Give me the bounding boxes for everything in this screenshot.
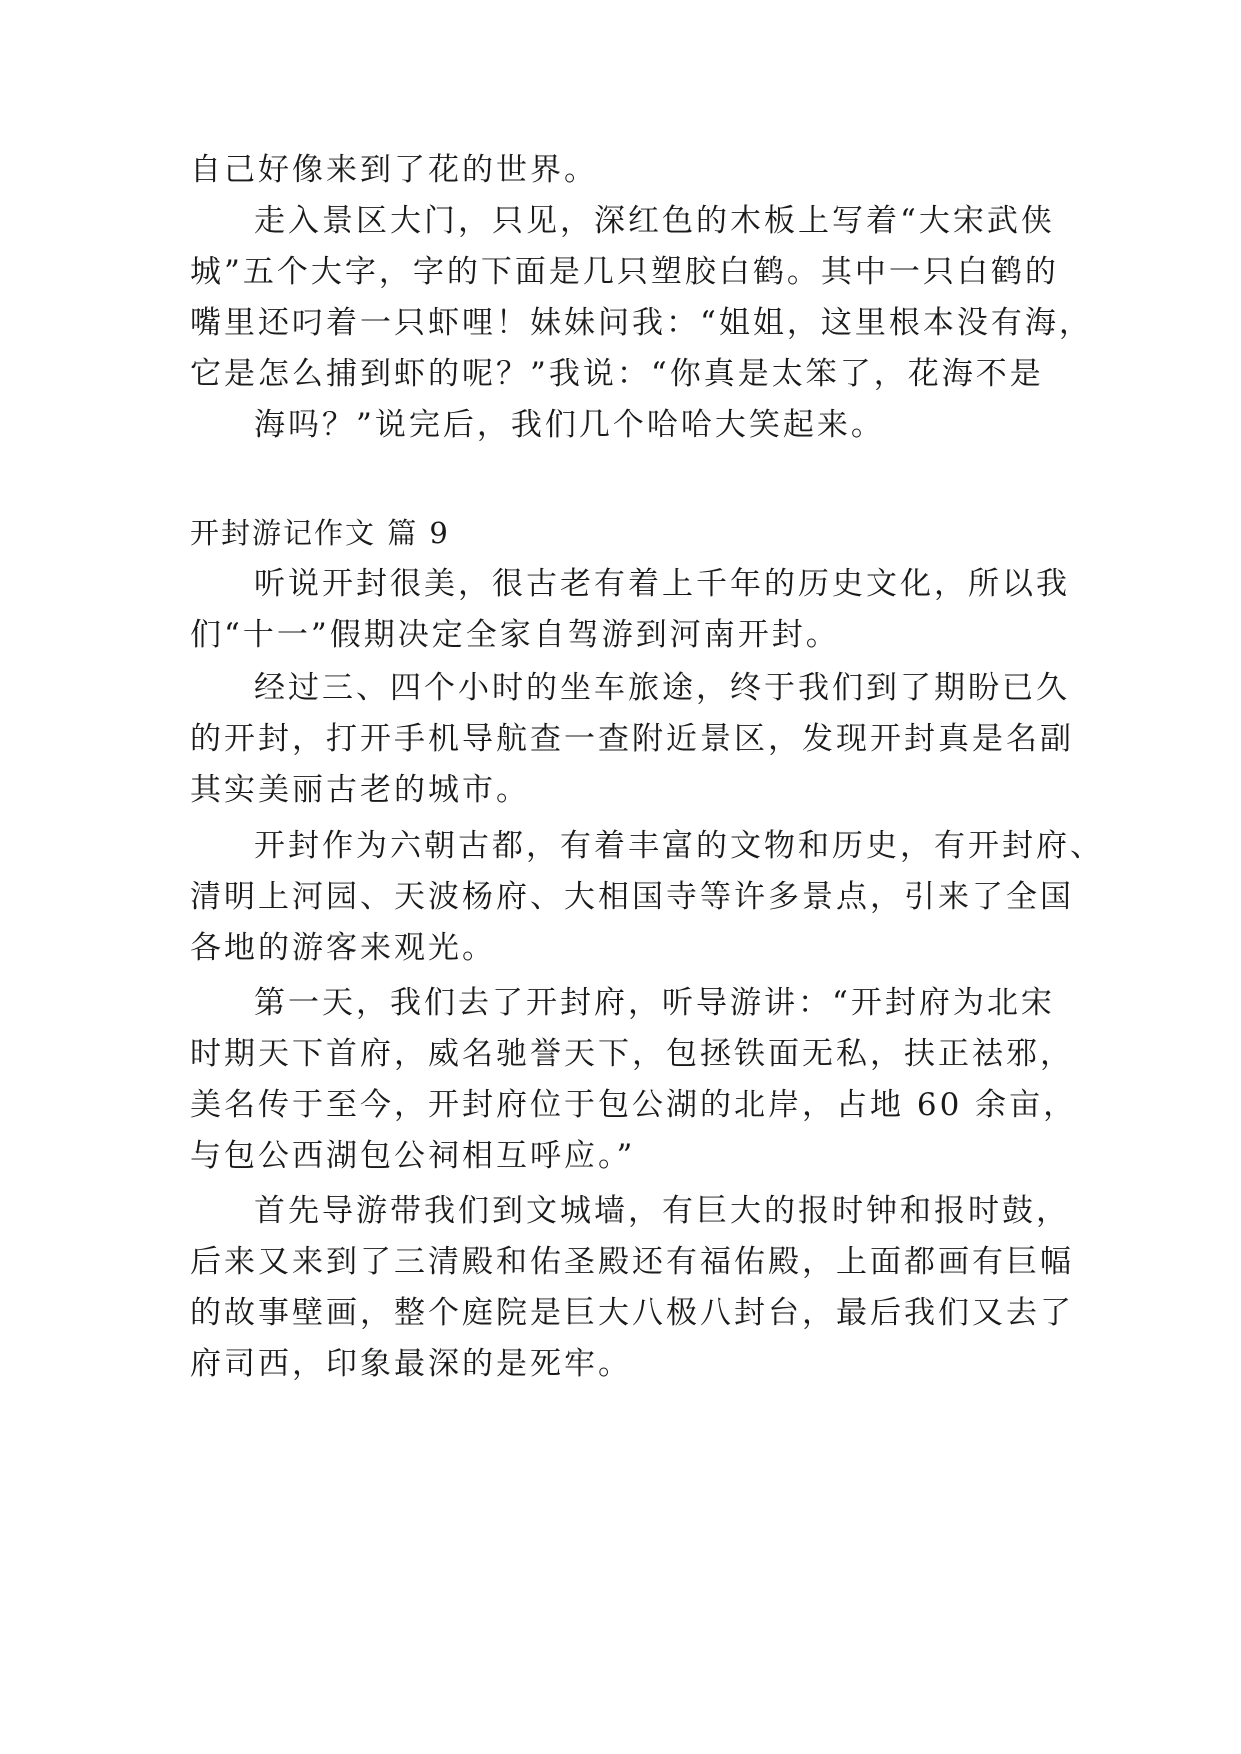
- text-line: 嘴里还叼着一只虾哩！妹妹问我：“姐姐，这里根本没有海，: [190, 305, 1093, 341]
- text-line: 美名传于至今，开封府位于包公湖的北岸，占地 60 余亩，: [190, 1087, 1078, 1123]
- text-line: 清明上河园、天波杨府、大相国寺等许多景点，引来了全国: [190, 879, 1074, 915]
- text-line: 开封作为六朝古都，有着丰富的文物和历史，有开封府、: [254, 828, 1104, 864]
- text-line: 的故事壁画，整个庭院是巨大八极八封台，最后我们又去了: [190, 1295, 1074, 1331]
- text-line: 府司西，印象最深的是死牢。: [190, 1346, 632, 1382]
- section-heading: 开封游记作文 篇 9: [190, 516, 450, 550]
- text-line: 它是怎么捕到虾的呢？”我说：“你真是太笨了，花海不是: [190, 356, 1044, 392]
- text-line: 们“十一”假期决定全家自驾游到河南开封。: [190, 617, 840, 653]
- text-line: 后来又来到了三清殿和佑圣殿还有福佑殿，上面都画有巨幅: [190, 1244, 1074, 1280]
- text-line: 首先导游带我们到文城墙，有巨大的报时钟和报时鼓，: [254, 1193, 1070, 1229]
- text-line: 的开封，打开手机导航查一查附近景区，发现开封真是名副: [190, 721, 1074, 757]
- text-line: 海吗？”说完后，我们几个哈哈大笑起来。: [254, 407, 885, 443]
- text-line: 城”五个大字，字的下面是几只塑胶白鹤。其中一只白鹤的: [190, 254, 1059, 290]
- text-line: 听说开封很美，很古老有着上千年的历史文化，所以我: [254, 566, 1070, 602]
- text-line: 其实美丽古老的城市。: [190, 772, 530, 808]
- text-line: 经过三、四个小时的坐车旅途，终于我们到了期盼已久: [254, 670, 1070, 706]
- text-line: 第一天，我们去了开封府，听导游讲：“开封府为北宋: [254, 985, 1055, 1021]
- text-line: 时期天下首府，威名驰誉天下，包拯铁面无私，扶正祛邪，: [190, 1036, 1074, 1072]
- text-line: 各地的游客来观光。: [190, 930, 496, 966]
- text-line: 走入景区大门，只见，深红色的木板上写着“大宋武侠: [254, 203, 1055, 239]
- text-line: 自己好像来到了花的世界。: [190, 152, 598, 188]
- text-line: 与包公西湖包公祠相互呼应。”: [190, 1138, 636, 1174]
